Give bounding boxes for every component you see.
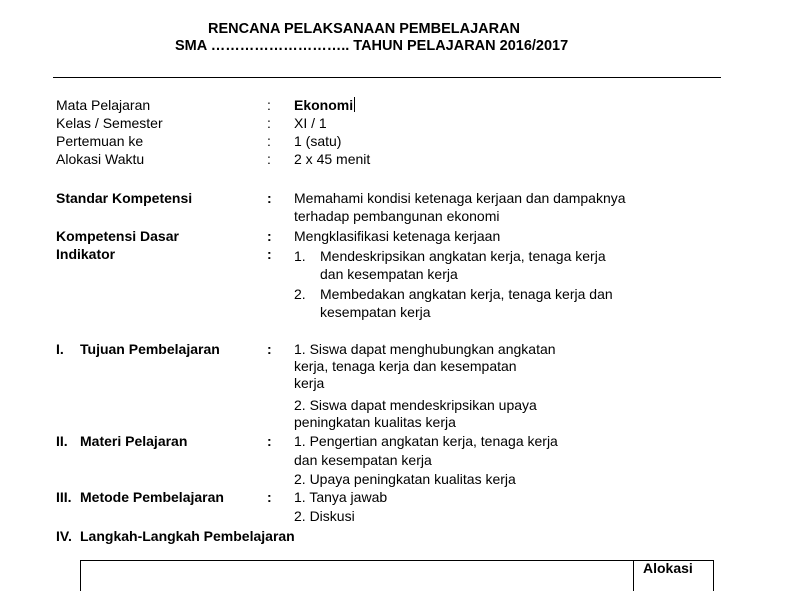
tujuan-line: kerja — [294, 375, 325, 391]
info-label-mata-pelajaran: Mata Pelajaran — [56, 97, 151, 113]
materi-line: 1. Pengertian angkatan kerja, tenaga kerja — [294, 433, 558, 449]
document-title: RENCANA PELAKSANAAN PEMBELAJARAN — [208, 21, 521, 37]
info-colon: : — [267, 97, 271, 113]
info-label-alokasi: Alokasi Waktu — [56, 151, 145, 167]
section-label-tujuan: Tujuan Pembelajaran — [80, 341, 220, 357]
kompetensi-value: Mengklasifikasi ketenaga kerjaan — [294, 228, 501, 244]
indikator-line: dan kesempatan kerja — [320, 266, 458, 282]
kompetensi-label: Kompetensi Dasar — [56, 228, 179, 244]
info-colon: : — [267, 151, 271, 167]
indikator-line: kesempatan kerja — [320, 304, 431, 320]
indikator-num: 2. — [294, 286, 306, 302]
materi-line: 2. Upaya peningkatan kualitas kerja — [294, 471, 516, 487]
document-subtitle: SMA ……………………….. TAHUN PELAJARAN 2016/2017 — [175, 38, 569, 54]
info-value-kelas: XI / 1 — [294, 115, 327, 131]
indikator-line: Membedakan angkatan kerja, tenaga kerja dan — [320, 286, 613, 302]
section-label-materi: Materi Pelajaran — [80, 433, 188, 449]
section-label-langkah: Langkah-Langkah Pembelajaran — [80, 528, 295, 544]
standar-line: Memahami kondisi ketenaga kerjaan dan dampaknya — [294, 190, 626, 206]
indikator-line: Mendeskripsikan angkatan kerja, tenaga kerja — [320, 248, 606, 264]
info-value-pertemuan: 1 (satu) — [294, 133, 342, 149]
materi-line: dan kesempatan kerja — [294, 452, 432, 468]
section-num-langkah: IV. — [56, 528, 72, 544]
tujuan-line: peningkatan kualitas kerja — [294, 414, 456, 430]
section-label-metode: Metode Pembelajaran — [80, 489, 224, 505]
tujuan-line: kerja, tenaga kerja dan kesempatan — [294, 358, 517, 374]
info-value-mata-pelajaran[interactable]: Ekonomi — [294, 97, 354, 113]
section-colon: : — [267, 489, 272, 505]
section-colon: : — [267, 433, 272, 449]
indikator-num: 1. — [294, 248, 306, 264]
table-header-alokasi: Alokasi — [643, 560, 693, 576]
tujuan-line: 2. Siswa dapat mendeskripsikan upaya — [294, 397, 537, 413]
section-num-tujuan: I. — [56, 341, 64, 357]
header-divider — [53, 77, 721, 78]
text-cursor — [354, 97, 355, 112]
info-label-pertemuan: Pertemuan ke — [56, 133, 144, 149]
metode-line: 1. Tanya jawab — [294, 489, 388, 505]
section-num-metode: III. — [56, 489, 72, 505]
indikator-colon: : — [267, 246, 272, 262]
info-label-kelas: Kelas / Semester — [56, 115, 163, 131]
standar-label: Standar Kompetensi — [56, 190, 193, 206]
metode-line: 2. Diskusi — [294, 508, 355, 524]
standar-colon: : — [267, 190, 272, 206]
kompetensi-colon: : — [267, 228, 272, 244]
info-value-alokasi: 2 x 45 menit — [294, 151, 371, 167]
section-colon: : — [267, 341, 272, 357]
standar-line: terhadap pembangunan ekonomi — [294, 208, 500, 224]
info-colon: : — [267, 133, 271, 149]
indikator-label: Indikator — [56, 246, 116, 262]
tujuan-line: 1. Siswa dapat menghubungkan angkatan — [294, 341, 556, 357]
info-colon: : — [267, 115, 271, 131]
section-num-materi: II. — [56, 433, 68, 449]
table-column-divider — [633, 561, 634, 591]
